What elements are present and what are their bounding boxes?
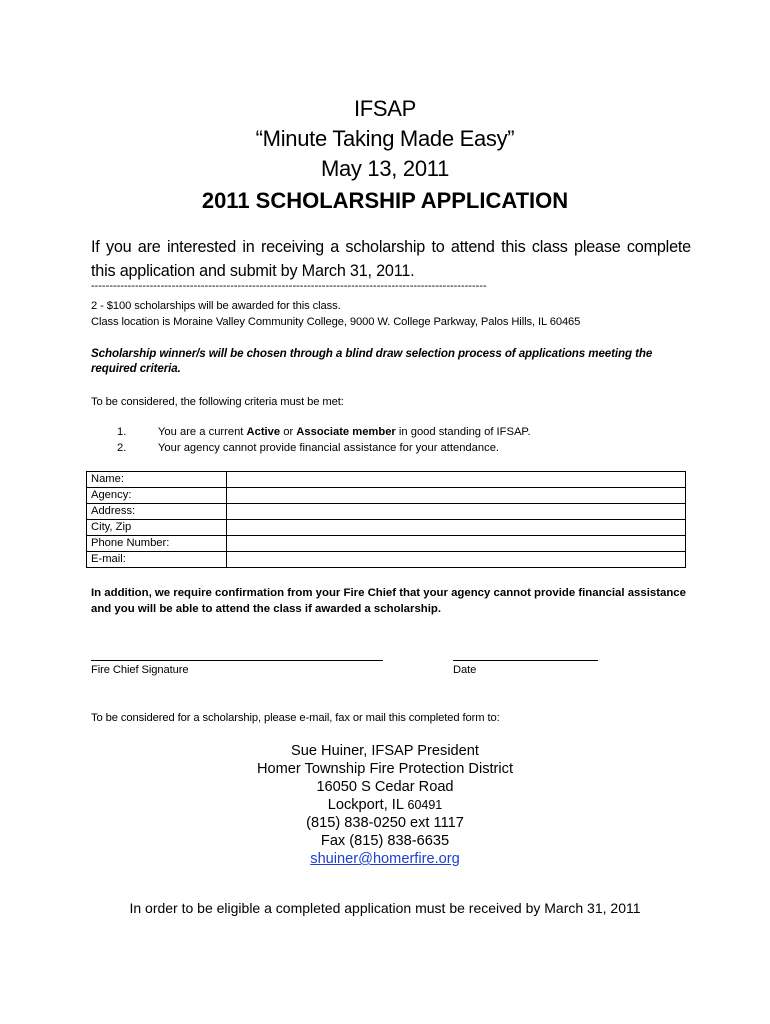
class-date: May 13, 2011 [320, 156, 450, 181]
name-label: Name: [87, 472, 227, 488]
email-field[interactable] [227, 552, 686, 568]
scholarship-count-text: 2 - $100 scholarships will be awarded for this class. [91, 300, 341, 312]
criteria-number: 1. [117, 426, 127, 438]
agency-label: Agency: [87, 488, 227, 504]
applicant-info-table [86, 471, 686, 568]
table-row [87, 552, 686, 568]
course-title: “Minute Taking Made Easy” [255, 126, 515, 151]
chief-signature-label: Fire Chief Signature [91, 664, 189, 676]
contact-address [0, 742, 770, 868]
table-row [87, 472, 686, 488]
contact-zip: 60491 [407, 798, 443, 812]
table-row [87, 536, 686, 552]
contact-fax: Fax (815) 838-6635 [320, 833, 450, 849]
criteria-number: 2. [117, 442, 127, 454]
contact-email-link[interactable]: shuiner@homerfire.org [310, 851, 460, 867]
separator-line: ------------------------------------------------------------------------------------------------------------ [91, 280, 487, 292]
chief-signature-line[interactable] [91, 660, 383, 661]
submit-instructions: To be considered for a scholarship, please e-mail, fax or mail this completed form to: [91, 712, 500, 724]
table-row [87, 488, 686, 504]
org-name: IFSAP [353, 96, 417, 121]
phone-field[interactable] [227, 536, 686, 552]
table-row [87, 520, 686, 536]
name-field[interactable] [227, 472, 686, 488]
contact-phone: (815) 838-0250 ext 1117 [306, 815, 464, 831]
phone-label: Phone Number: [87, 536, 227, 552]
address-field[interactable] [227, 504, 686, 520]
criteria-text: You are a current Active or Associate member in good standing of IFSAP. [158, 426, 531, 438]
city-zip-field[interactable] [227, 520, 686, 536]
date-label: Date [453, 664, 477, 676]
agency-field[interactable] [227, 488, 686, 504]
page-title: 2011 SCHOLARSHIP APPLICATION [201, 188, 569, 213]
date-signature-line[interactable] [453, 660, 598, 661]
contact-org: Homer Township Fire Protection District [256, 761, 513, 777]
criteria-text: Your agency cannot provide financial assistance for your attendance. [158, 442, 500, 454]
class-location-text: Class location is Moraine Valley Community College, 9000 W. College Parkway, Palos Hills, IL 60465 [91, 316, 581, 328]
criteria-item [91, 440, 531, 456]
table-row [87, 504, 686, 520]
email-label: E-mail: [87, 552, 227, 568]
document-header [0, 94, 770, 216]
criteria-intro: To be considered, the following criteria must be met: [91, 396, 344, 408]
address-label: Address: [87, 504, 227, 520]
contact-city: Lockport, IL [327, 797, 404, 813]
deadline-note: In order to be eligible a completed application must be received by March 31, 2011 [129, 900, 641, 916]
contact-street: 16050 S Cedar Road [316, 779, 454, 795]
chief-confirmation-text: In addition, we require confirmation from your Fire Chief that your agency cannot provide financial assistance and you will be able to attend the class if awarded a scholarship. [91, 587, 686, 615]
criteria-item [91, 424, 531, 440]
intro-paragraph: If you are interested in receiving a scholarship to attend this class please complete this application and submit by March 31, 2011. [91, 238, 691, 280]
selection-note: Scholarship winner/s will be chosen through a blind draw selection process of applications meeting the required criteria. [91, 347, 653, 375]
city-zip-label: City, Zip [87, 520, 227, 536]
contact-name: Sue Huiner, IFSAP President [291, 743, 479, 759]
contact-city-line [0, 796, 770, 814]
criteria-list [91, 424, 531, 456]
